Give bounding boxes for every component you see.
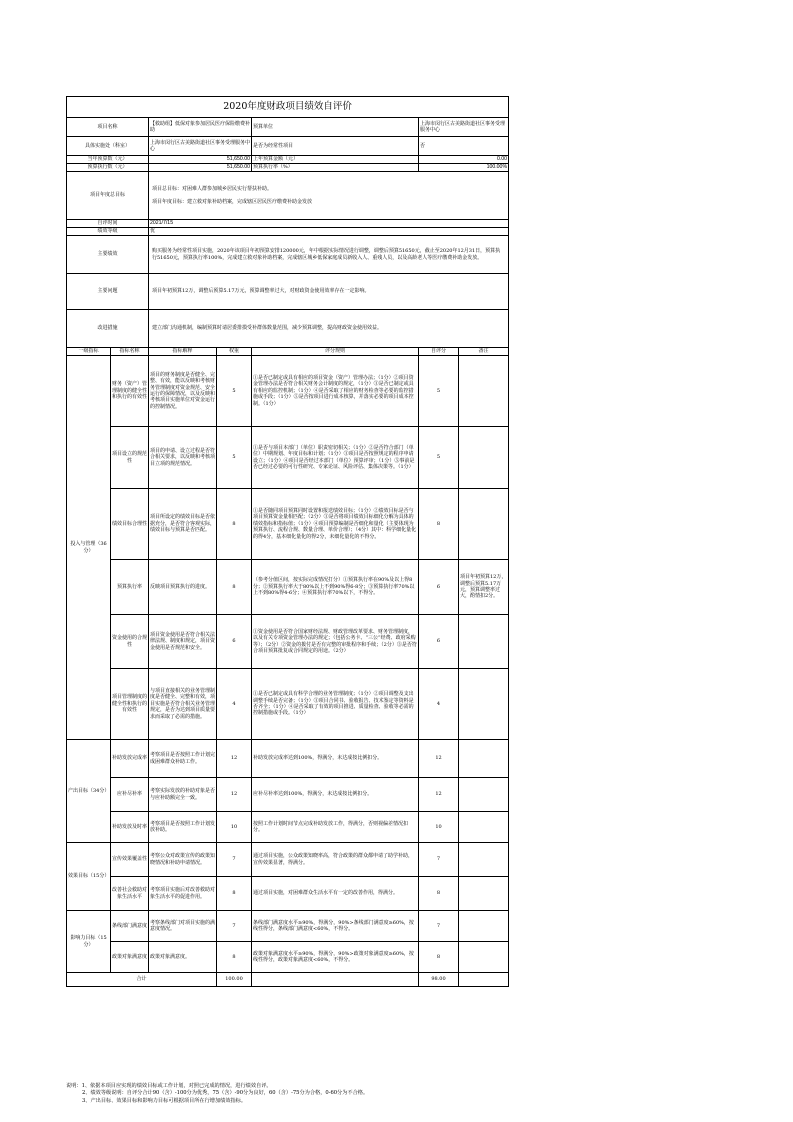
group-label: 效果目标（15分） xyxy=(67,843,111,911)
indicator-weight: 4 xyxy=(217,669,252,740)
measure-label: 改进措施 xyxy=(67,310,149,348)
indicator-score: 7 xyxy=(419,843,459,877)
indicator-rule: ①资金使用是否符合国家财经法规、财政管理改革要求、财务管理制度，以及有关专项资金管理办法的规定；（包括公务卡、“三公”经费、政府采购等）；（2分）②资金的拨付是否有完整的审批程序和手续；（2分）③是否符合项目预算批复或合同规定的用途。（2分） xyxy=(252,615,419,669)
total-note xyxy=(459,973,509,987)
indicator-explain: 项目的申请、设立过程是否符合相关要求，以反映和考核项目立项的规范情况。 xyxy=(149,427,217,489)
grade-label: 绩效等级 xyxy=(67,228,149,236)
indicator-weight: 10 xyxy=(217,812,252,843)
indicator-rule: 通过项目实施，对困难群众生活水平有一定的改善作用，得满分。 xyxy=(252,877,419,911)
project-name-label: 项目名称 xyxy=(67,118,149,137)
exec-row xyxy=(67,164,509,172)
measure-text: 建立部门沟通机制，编制预算时请居委排摸受补群体数量范围，减少预算调整，提高财政资金使用效益。 xyxy=(149,310,509,348)
header-name: 指标名称 xyxy=(111,348,149,356)
footnote-3: 3、产出目标、效果目标和影响力目标可根据项目所在行增加绩效指标。 xyxy=(82,1097,247,1104)
indicator-name: 宣传效果覆盖性 xyxy=(111,843,149,877)
indicator-note xyxy=(459,615,509,669)
indicator-rule: 补助发放完成率达到100%，得满分，未达成按比例扣分。 xyxy=(252,740,419,778)
indicator-note xyxy=(459,356,509,427)
evaluation-table xyxy=(66,96,509,987)
total-label: 合计 xyxy=(67,973,217,987)
indicator-name: 应补尽补率 xyxy=(111,778,149,812)
indicator-weight: 12 xyxy=(217,740,252,778)
indicator-name: 项目管理制度的健全性和执行的有效性 xyxy=(111,669,149,740)
indicator-name: 资金使用的合规性 xyxy=(111,615,149,669)
goal-line-2: 项目年度目标：建立救对象补助档案，完成辖区居民医疗缴费补助金发放 xyxy=(152,198,313,205)
indicator-score: 8 xyxy=(419,489,459,560)
indicator-weight: 6 xyxy=(217,615,252,669)
group-label: 产出目标（34分） xyxy=(67,740,111,843)
indicator-explain: 考察公众对政策宣传的政策知晓情况和补助申请情况。 xyxy=(149,843,217,877)
indicator-score: 8 xyxy=(419,877,459,911)
carry-label: 上年预算金额（元） xyxy=(252,156,419,164)
indicator-rule: 政策对象满意度水平≥90%，得满分，90%>政策对象满意度≥60%，按线性得分，政策对象满意度<60%，不得分。 xyxy=(252,942,419,973)
indicator-name: 政策对象满意度 xyxy=(111,942,149,973)
measure-row xyxy=(67,310,509,348)
title-row xyxy=(67,97,509,118)
budget-year-value: 51,650.00 xyxy=(149,156,252,164)
indicator-note xyxy=(459,843,509,877)
exec-value: 51,650.00 xyxy=(149,164,252,172)
impl-unit-row xyxy=(67,137,509,156)
indicator-explain: 考察项目实施后对改善救助对象生活水平的促进作用。 xyxy=(149,877,217,911)
indicator-name: 补助发放完成率 xyxy=(111,740,149,778)
indicator-score: 4 xyxy=(419,669,459,740)
indicator-note xyxy=(459,778,509,812)
header-weight: 权重 xyxy=(217,348,252,356)
indicator-rule: ①是否与项目本部门（单位）职责密切相关；（1分）②是否符合部门（单位）中期规划、年度目标和计划；（1分）③项目是否按照规定的程序申请设立；（1分）④项目是否经过本部门（单位）预算评审；（1分）⑤事前是否已经过必要的可行性研究、专家论证、风险评估、集体决策等。（1分） xyxy=(252,427,419,489)
indicator-rule: 通过项目实施，公众政策知晓率高，符合政策的群众都申请了助学补助，宣传效果显著，得满分。 xyxy=(252,843,419,877)
goal-text xyxy=(149,172,509,220)
indicator-explain: 考察条线部门对项目实施的满意度情况。 xyxy=(149,911,217,942)
indicator-explain: 考察项目是否按照工作计划发放补助。 xyxy=(149,812,217,843)
eval-time-value: 2021/7/15 xyxy=(149,220,509,228)
indicator-explain: 项目资金使用是否符合相关法律法规、制度和规定，项目资金使用是否规范和安全。 xyxy=(149,615,217,669)
indicator-score: 12 xyxy=(419,740,459,778)
budget-year-label: 当年预算数（元） xyxy=(67,156,149,164)
grade-row xyxy=(67,228,509,236)
indicator-weight: 8 xyxy=(217,942,252,973)
total-score: 98.00 xyxy=(419,973,459,987)
impl-unit: 上海市闵行区古美路街道社区事务受理服务中心 xyxy=(149,137,252,156)
indicator-name: 预算执行率 xyxy=(111,560,149,615)
eval-time-label: 自评时间 xyxy=(67,220,149,228)
recurring-label: 是否为经常性项目 xyxy=(252,137,419,156)
indicator-explain: 项目所设定的绩效目标是否依据充分，是否符合客观实际，绩效目标与预算是否匹配。 xyxy=(149,489,217,560)
indicator-note xyxy=(459,942,509,973)
exec-label: 预算执行数（元） xyxy=(67,164,149,172)
indicator-weight: 5 xyxy=(217,356,252,427)
problem-label: 主要问题 xyxy=(67,274,149,310)
indicator-row xyxy=(67,615,509,669)
indicator-row xyxy=(67,427,509,489)
indicator-name: 项目设立的规范性 xyxy=(111,427,149,489)
indicator-score: 5 xyxy=(419,356,459,427)
page-title: 2020年度财政项目绩效自评价 xyxy=(67,97,509,118)
indicator-rule: ①是否已制定或具有科学合理的业务管理制度；（1分）②项目调整及支出调整手续是否完备；（1分）③项目合同书、验收报告、技术鉴定等资料是否齐全；（1分）④是否采取了有效的项目推进、质量检查、验收等必需的控制措施或手段。（1分） xyxy=(252,669,419,740)
indicator-note xyxy=(459,812,509,843)
header-explain: 指标解释 xyxy=(149,348,217,356)
indicator-rule: ①是否已制定或具有相应的项目资金（资产）管理办法；（1分）②项目资金管理办法是否符合相关财务会计制度的规定，（1分）③是否已制定或具有相应的监控机制；（1分）④是否采取了相应的财务检查等必要的监控措施或手段；（1分）⑤是否按项目进行成本核算，并落实必要的项目成本控制。（1分） xyxy=(252,356,419,427)
indicator-explain: 政策对象满意度。 xyxy=(149,942,217,973)
indicator-note xyxy=(459,669,509,740)
budget-year-row xyxy=(67,156,509,164)
indicator-rule: 条线部门满意度水平≥90%，得满分，90%>条线部门满意度≥60%，按线性得分，条线部门满意度<60%，不得分。 xyxy=(252,911,419,942)
indicator-rule: 按照工作计划时间节点完成补助发放工作，得满分，否则视偏差情况扣分。 xyxy=(252,812,419,843)
group-label: 投入与管理（36分） xyxy=(67,356,111,740)
main-perf-text: 购买服务为经常性项目实施，2020年该项目年初预算安排120000元，年中根据实际情况进行调整，调整后预算51650元，截止至2020年12月31日，预算执行51650元，预算执行率100%，完成建立救对象补助档案，完成辖区城乡低保家庭成员新收入人、重残人员，以及高龄老人等医疗缴费补助金发放。 xyxy=(149,236,509,274)
indicator-weight: 12 xyxy=(217,778,252,812)
indicator-explain: 考察实际发放的补助对象是否与应补助额完全一致。 xyxy=(149,778,217,812)
evaluation-sheet xyxy=(66,96,508,987)
header-rule: 评分规则 xyxy=(252,348,419,356)
indicator-score: 12 xyxy=(419,778,459,812)
total-weight: 100.00 xyxy=(217,973,252,987)
problem-text: 项目年初预算12万，调整后预算5.17万元，预算调整率过大，对财政资金使用效率存在一定影响。 xyxy=(149,274,509,310)
indicator-weight: 8 xyxy=(217,489,252,560)
goal-line-1: 项目总目标：对困难人群参加城乡居民实行帮扶补助。 xyxy=(152,186,273,193)
total-blank xyxy=(252,973,419,987)
group-label: 影响力目标（15分） xyxy=(67,911,111,973)
indicator-row xyxy=(67,911,509,942)
indicator-row xyxy=(67,669,509,740)
indicator-weight: 7 xyxy=(217,843,252,877)
exec-rate-label: 预算执行率（%） xyxy=(252,164,419,172)
indicator-rule: 应补尽补率达到100%，得满分，未达成按比例扣分。 xyxy=(252,778,419,812)
problem-row xyxy=(67,274,509,310)
indicator-explain: 考察项目是否按照工作计划完成困难群众补助工作。 xyxy=(149,740,217,778)
indicator-weight: 5 xyxy=(217,427,252,489)
indicator-row xyxy=(67,560,509,615)
total-row xyxy=(67,973,509,987)
indicator-rule: ①是否随同项目预算同时设置和报送绩效目标；（1分）②绩效目标是否与项目预算资金量相匹配；（2分）③是否将项目绩效目标细化分解为具体的绩效指标和指标值；（1分）④项目预算编制是否细化和量化（主要体现为预算执行、流程合规、数量合理、单价合理）；（4分）其中：科学细化量化的得4分，基本细化量化的得2分，未细化量化的不得分。 xyxy=(252,489,419,560)
indicator-name: 财务（资产）管理制度的健全性和执行的有效性 xyxy=(111,356,149,427)
indicator-explain: 反映项目预算执行的进度。 xyxy=(149,560,217,615)
footnotes xyxy=(66,1083,506,1105)
header-score: 自评分 xyxy=(419,348,459,356)
project-name: 【救助组】低保对象参加居民医疗保险缴费补助 xyxy=(149,118,252,137)
indicator-score: 6 xyxy=(419,560,459,615)
indicator-name: 绩效目标合理性 xyxy=(111,489,149,560)
indicator-row xyxy=(67,812,509,843)
indicator-rule: （参考分值区间，按实际完成情况打分）①预算执行率在90%及以上得8分；②预算执行率大于80%以上不到90%得6-8分；③预算执行率70%以上不到80%得4-6分；④预算执行率70%以下，不得分。 xyxy=(252,560,419,615)
indicator-weight: 8 xyxy=(217,560,252,615)
header-level1: 一级指标 xyxy=(67,348,111,356)
indicator-weight: 8 xyxy=(217,877,252,911)
project-name-row xyxy=(67,118,509,137)
budget-unit: 上海市闵行区古美路街道社区事务受理服务中心 xyxy=(419,118,509,137)
indicator-explain: 项目的财务制度是否健全、完整、有效，能以反映和考核财务管理制度对资金规范、安全运行的保障情况，以及反映和考核项目实施单位对资金运行的控制情况。 xyxy=(149,356,217,427)
header-row xyxy=(67,348,509,356)
indicator-explain: 与项目直接相关的业务管理制度是否健全、完整和有效，项目实施是否符合相关业务管理规定，是否为达到项目质量要求而采取了必需的措施。 xyxy=(149,669,217,740)
budget-unit-label: 预算单位 xyxy=(252,118,419,137)
indicator-row xyxy=(67,740,509,778)
indicator-score: 8 xyxy=(419,942,459,973)
carry-value: 0.00 xyxy=(419,156,509,164)
indicator-note xyxy=(459,877,509,911)
indicator-note xyxy=(459,911,509,942)
indicator-row xyxy=(67,843,509,877)
impl-unit-label: 具体实施处（科室） xyxy=(67,137,149,156)
indicator-note: 项目年初预算12万，调整后预算5.17万元，预算调整率过大，酌情扣2分。 xyxy=(459,560,509,615)
indicator-row xyxy=(67,877,509,911)
indicator-score: 10 xyxy=(419,812,459,843)
indicator-note xyxy=(459,427,509,489)
indicator-score: 6 xyxy=(419,615,459,669)
indicator-name: 补助发放及时率 xyxy=(111,812,149,843)
indicator-score: 7 xyxy=(419,911,459,942)
indicator-row xyxy=(67,778,509,812)
indicator-name: 改善社会救助对象生活水平 xyxy=(111,877,149,911)
indicator-row xyxy=(67,942,509,973)
indicator-note xyxy=(459,489,509,560)
indicator-row xyxy=(67,489,509,560)
indicator-score: 5 xyxy=(419,427,459,489)
eval-time-row xyxy=(67,220,509,228)
indicator-row xyxy=(67,356,509,427)
footnote-2: 2、绩效等级说明：自评分合计90（含）-100分为优秀，75（含）-90分为良好，60（含）-75分为合格，0-60分为不合格。 xyxy=(82,1090,369,1097)
header-note: 备注 xyxy=(459,348,509,356)
main-perf-label: 主要绩效 xyxy=(67,236,149,274)
footnote-1: 说明：1、依据本项目应实现的绩效目标或工作计划，对照已完成的情况，进行绩效自评。 xyxy=(66,1083,272,1089)
indicator-name: 条线部门满意度 xyxy=(111,911,149,942)
indicator-note xyxy=(459,740,509,778)
goal-row xyxy=(67,172,509,220)
recurring-value: 否 xyxy=(419,137,509,156)
goal-label: 项目年度总目标 xyxy=(67,172,149,220)
main-perf-row xyxy=(67,236,509,274)
exec-rate-value: 100.00% xyxy=(419,164,509,172)
grade-value: 优 xyxy=(149,228,509,236)
indicator-weight: 7 xyxy=(217,911,252,942)
